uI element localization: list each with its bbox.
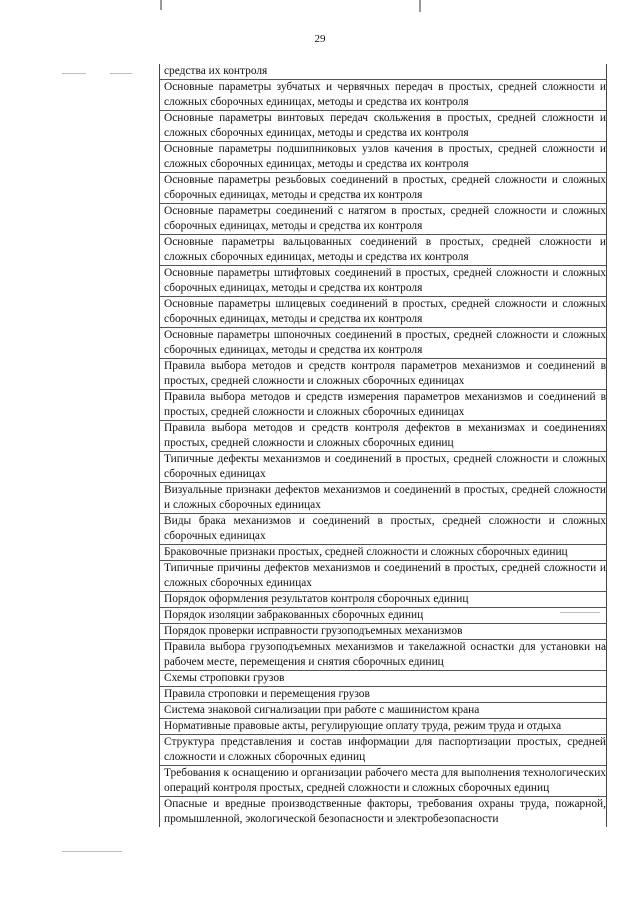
table-row: Правила строповки и перемещения грузов [160,686,606,702]
table-row: Основные параметры шлицевых соединений в простых, средней сложности и сложных сборочных единицах, методы и средства их контроля [160,296,606,327]
table-row: Основные параметры соединений с натягом в простых, средней сложности и сложных сборочных единицах, методы и средства их контроля [160,203,606,234]
scan-artifact [419,0,421,12]
table-row: Порядок проверки исправности грузоподъемных механизмов [160,623,606,639]
table-row: Виды брака механизмов и соединений в простых, средней сложности и сложных сборочных единицах [160,513,606,544]
table-row: Браковочные признаки простых, средней сложности и сложных сборочных единиц [160,544,606,560]
table-row: Нормативные правовые акты, регулирующие оплату труда, режим труда и отдыха [160,718,606,734]
table-row: Типичные дефекты механизмов и соединений в простых, средней сложности и сложных сборочных единицах [160,451,606,482]
table-row: Опасные и вредные производственные факторы, требования охраны труда, пожарной, промышленной, экологической безопасности и электробезопасности [160,796,606,827]
table-row: Основные параметры зубчатых и червячных передач в простых, средней сложности и сложных сборочных единицах, методы и средства их контроля [160,79,606,110]
table-row: Визуальные признаки дефектов механизмов и соединений в простых, средней сложности и сложных сборочных единицах [160,482,606,513]
table-row: Основные параметры вальцованных соединений в простых, средней сложности и сложных сборочных единицах, методы и средства их контроля [160,234,606,265]
table-row: средства их контроля [164,65,268,77]
table-row: Правила выбора грузоподъемных механизмов и такелажной оснастки для установки на рабочем месте, перемещения и снятия сборочных единиц [160,639,606,670]
table-row: Основные параметры шпоночных соединений в простых, средней сложности и сложных сборочных единицах, методы и средства их контроля [160,327,606,358]
table-row: Схемы строповки грузов [160,670,606,686]
table-row: Типичные причины дефектов механизмов и соединений в простых, средней сложности и сложных сборочных единицах [160,560,606,591]
table-row: Структура представления и состав информации для паспортизации простых, средней сложности и сложных сборочных единиц [160,734,606,765]
table-row: Правила выбора методов и средств контроля параметров механизмов и соединений в простых, средней сложности и сложных сборочных единицах [160,358,606,389]
table-row: Порядок изоляции забракованных сборочных единиц [160,607,606,623]
table-row: Правила выбора методов и средств измерения параметров механизмов и соединений в простых, средней сложности и сложных сборочных единицах [160,389,606,420]
requirements-table [159,64,607,827]
table-row: Основные параметры винтовых передач скольжения в простых, средней сложности и сложных сборочных единицах, методы и средства их контроля [160,110,606,141]
table-row: Порядок оформления результатов контроля сборочных единиц [160,591,606,607]
table-row: Требования к оснащению и организации рабочего места для выполнения технологических операций контроля простых, средней сложности и сложных сборочных единиц [160,765,606,796]
table-row: Система знаковой сигнализации при работе с машинистом крана [160,702,606,718]
margin-rule-mark [62,73,86,74]
table-row: Основные параметры штифтовых соединений в простых, средней сложности и сложных сборочных единицах, методы и средства их контроля [160,265,606,296]
margin-rule-mark [110,73,132,74]
page-number: 29 [314,33,326,45]
scan-artifact [160,0,162,10]
table-row: Основные параметры резьбовых соединений в простых, средней сложности и сложных сборочных единицах, методы и средства их контроля [160,172,606,203]
table-row: Правила выбора методов и средств контроля дефектов в механизмах и соединениях простых, средней сложности и сложных сборочных единиц [160,420,606,451]
table-row: Основные параметры подшипниковых узлов качения в простых, средней сложности и сложных сборочных единицах, методы и средства их контроля [160,141,606,172]
margin-rule-mark [62,851,122,852]
